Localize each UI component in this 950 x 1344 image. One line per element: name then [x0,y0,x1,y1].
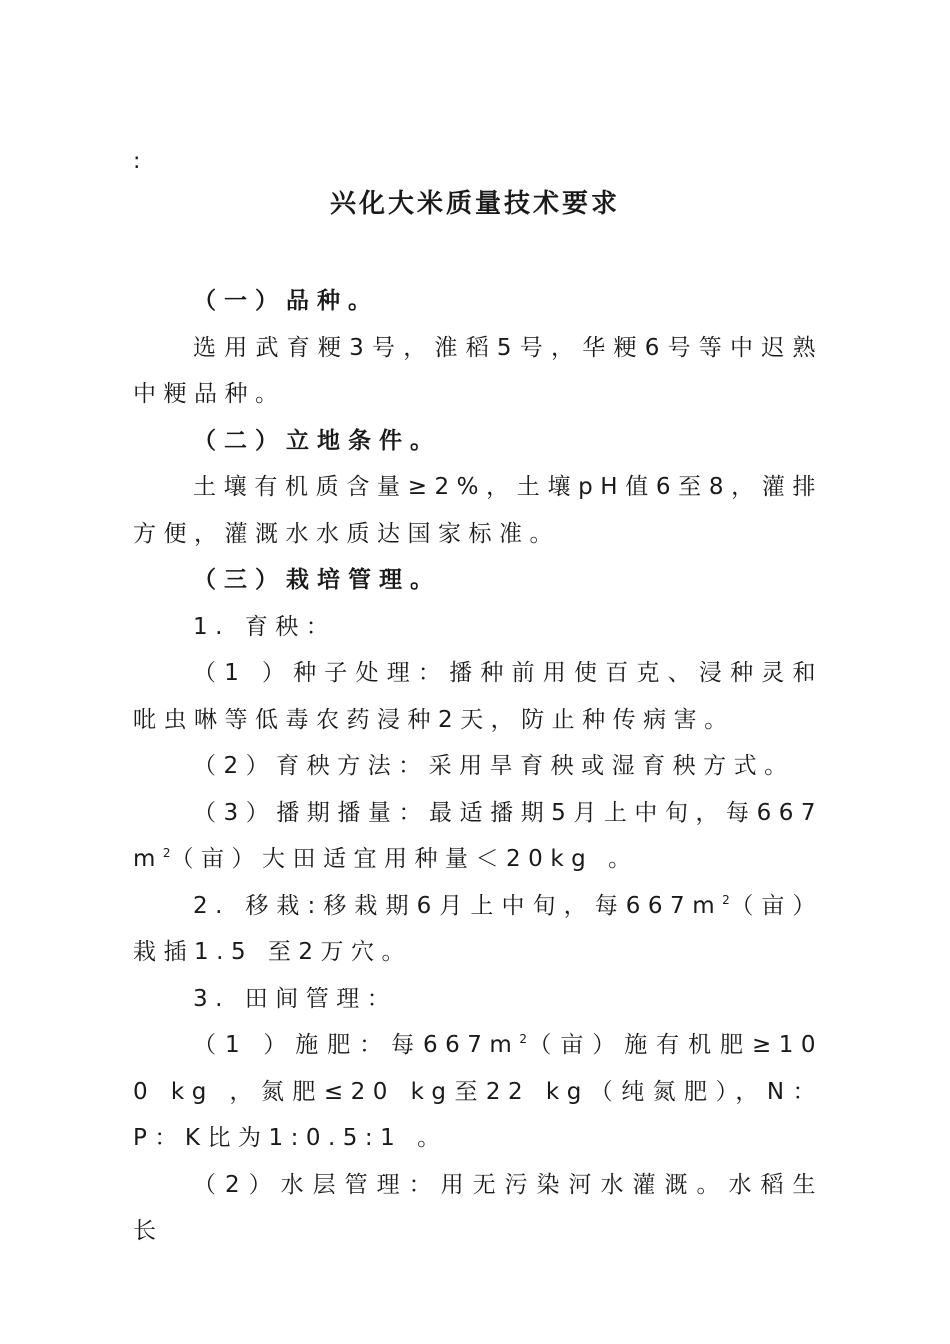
section-text-variety: 选用武育粳3号，淮稻5号，华粳6号等中迟熟中粳品种。 [133,334,823,407]
item-field-management: 3. 田间管理： [193,985,398,1012]
item-sowing-rate [133,790,823,883]
document-body [133,278,823,1255]
item-transplanting [133,883,823,976]
item-fertilization [133,1022,823,1162]
page-marker: : [133,149,141,174]
item-transplanting-part2: （亩）栽插1.5 至2万穴。 [133,892,823,965]
item-seedling-method: （2）育秧方法：采用旱育秧或湿育秧方式。 [193,753,795,779]
item-sowing-rate-part1: （3）播期播量：最适播期5月上中旬，每667m [133,799,823,872]
item-seedling: 1. 育秧： [193,613,337,640]
superscript-2: 2 [519,1032,527,1046]
item-water-management: （2）水层管理：用无污染河水灌溉。水稻生长 [133,1171,823,1244]
item-transplanting-part1: 2. 移栽:移栽期6月上中旬，每667m [193,892,723,919]
section-heading-site-conditions: （二）立地条件。 [193,427,441,454]
section-heading-variety: （一）品种。 [193,288,379,314]
superscript-2: 2 [162,846,171,860]
item-sowing-rate-part2: （亩）大田适宜用种量＜20kg 。 [170,846,639,872]
section-heading-cultivation: （三）栽培管理。 [193,567,441,593]
item-seed-treatment: （1 ）种子处理：播种前用使百克、浸种灵和吡虫啉等低毒农药浸种2天，防止种传病害。 [133,660,823,733]
superscript-2: 2 [722,892,730,907]
item-fertilization-part2: （亩）施有机肥≥100 kg ，氮肥≤20 kg至22 kg（纯氮肥），N：P：K比为1:0.5:1 。 [133,1032,823,1151]
document-title: 兴化大米质量技术要求 [329,189,620,219]
item-fertilization-part1: （1 ）施肥：每667m [193,1032,520,1058]
section-text-site-conditions: 土壤有机质含量≥2%，土壤pH值6至8，灌排方便，灌溉水水质达国家标准。 [133,474,823,547]
